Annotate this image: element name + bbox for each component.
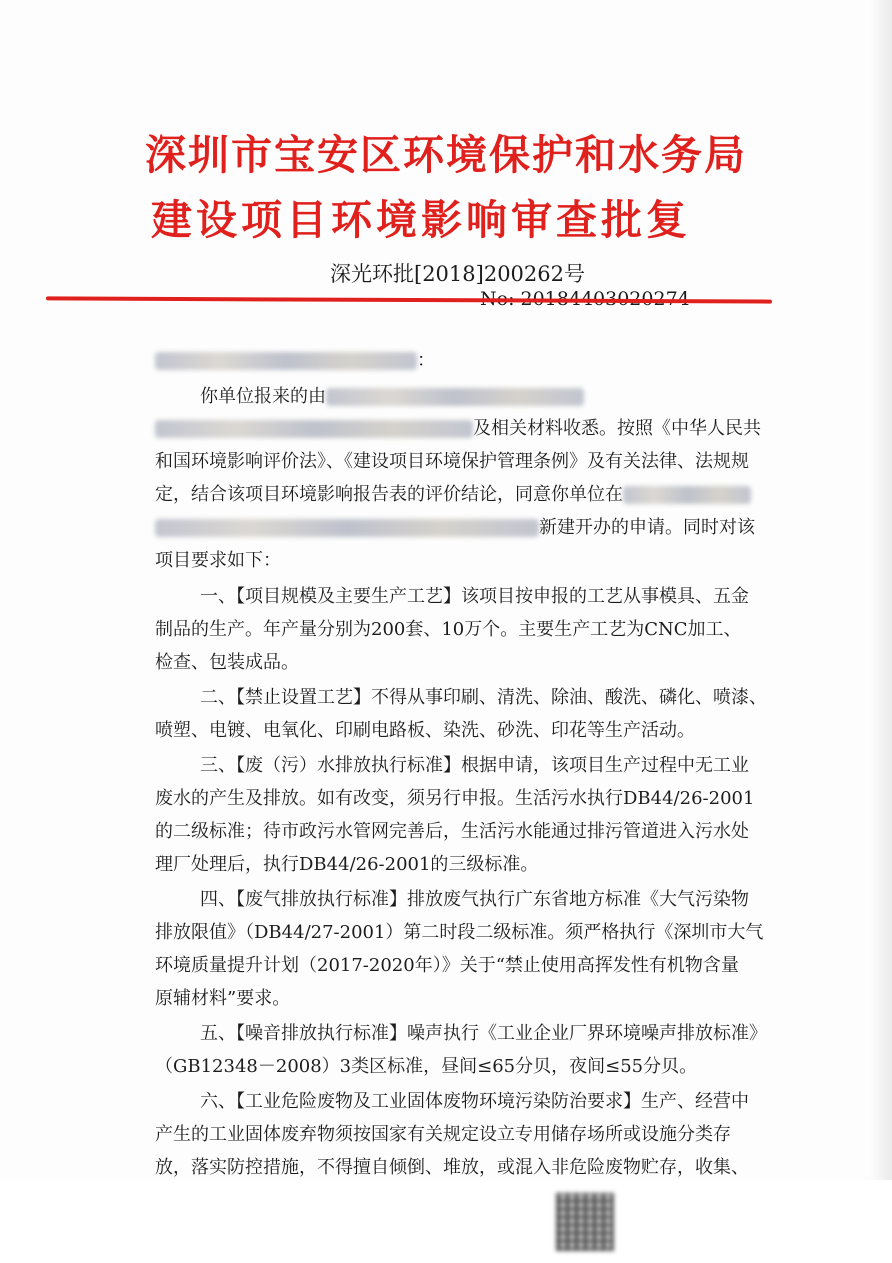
body-line: 放，落实防控措施，不得擅自倾倒、堆放，或混入非危险废物贮存，收集、 [155, 1157, 749, 1178]
body-line: 二、【禁止设置工艺】不得从事印刷、清洗、除油、酸洗、磷化、喷漆、 [200, 687, 767, 708]
document-number: 深光环批[2018]200262号 [330, 262, 585, 286]
document-title: 建设项目环境影响审查批复 [151, 196, 691, 244]
line-text: 定，结合该项目环境影响报告表的评价结论，同意你单位在 [155, 484, 623, 505]
body-line: 四、【废气排放执行标准】排放废气执行广东省地方标准《大气污染物 [200, 889, 749, 910]
body-line: 排放限值》（DB44/27-2001）第二时段二级标准。须严格执行《深圳市大气 [155, 922, 764, 943]
redacted-text [155, 519, 539, 537]
line-text: 你单位报来的由 [200, 386, 326, 407]
body-line: 一、【项目规模及主要生产工艺】该项目按申报的工艺从事模具、五金 [200, 586, 749, 607]
line-text: 及相关材料收悉。按照《中华人民共 [473, 418, 761, 439]
body-line: 制品的生产。年产量分别为200套、10万个。主要生产工艺为CNC加工、 [155, 619, 742, 640]
page-bottom-margin [0, 1180, 892, 1263]
body-line: 六、【工业危险废物及工业固体废物环境污染防治要求】生产、经营中 [200, 1091, 749, 1112]
body-line [155, 478, 770, 511]
salutation [155, 344, 770, 377]
body-line: 废水的产生及排放。如有改变，须另行申报。生活污水执行DB44/26-2001 [155, 788, 755, 809]
body-line: 理厂处理后，执行DB44/26-2001的三级标准。 [155, 854, 539, 875]
body-line: 检查、包装成品。 [155, 652, 299, 673]
body-line: （GB12348－2008）3类区标准，昼间≤65分贝，夜间≤55分贝。 [155, 1056, 698, 1077]
body-line: 和国环境影响评价法》、《建设项目环境保护管理条例》及有关法律、法规规 [155, 451, 749, 472]
body-line: 三、【废（污）水排放执行标准】根据申请，该项目生产过程中无工业 [200, 755, 749, 776]
body-line: 产生的工业固体废弃物须按国家有关规定设立专用储存场所或设施分类存 [155, 1124, 731, 1145]
body-line: 五、【噪音排放执行标准】噪声执行《工业企业厂界环境噪声排放标准》 [200, 1023, 767, 1044]
line-text: 新建开办的申请。同时对该 [539, 517, 755, 538]
body-line: 原辅材料”要求。 [155, 988, 291, 1009]
redacted-company-name [155, 352, 417, 370]
body-line [155, 511, 770, 544]
redacted-text [623, 486, 751, 504]
redacted-text [326, 388, 584, 406]
body-line: 环境质量提升计划（2017-2020年）》关于“禁止使用高挥发性有机物含量 [155, 955, 739, 976]
qr-code-icon [556, 1193, 614, 1251]
agency-title: 深圳市宝安区环境保护和水务局 [145, 131, 747, 179]
redacted-text [155, 420, 473, 438]
salutation-colon: ： [417, 350, 435, 371]
body-line [200, 380, 815, 413]
body-line: 的二级标准；待市政污水管网完善后，生活污水能通过排污管道进入污水处 [155, 821, 749, 842]
body-line [155, 412, 770, 445]
body-line: 项目要求如下： [155, 550, 281, 571]
body-line: 喷塑、电镀、电氧化、印刷电路板、染洗、砂洗、印花等生产活动。 [155, 720, 695, 741]
